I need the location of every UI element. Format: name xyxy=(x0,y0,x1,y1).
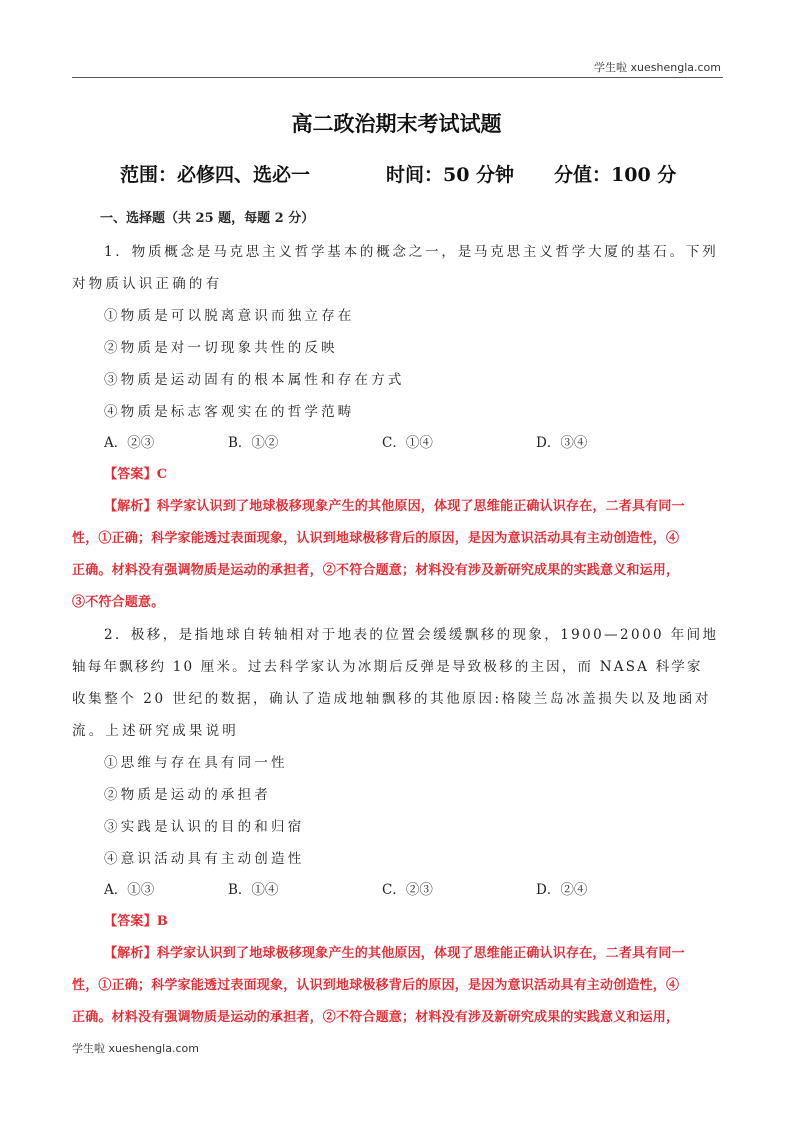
q1-options xyxy=(0,431,793,451)
exam-scope: 范围：必修四、选必一 xyxy=(120,164,311,186)
q1-item-3: ③物质是运动固有的根本属性和存在方式 xyxy=(104,372,405,388)
exam-score: 分值：100 分 xyxy=(554,164,677,186)
exam-time: 时间：50 分钟 xyxy=(386,164,515,186)
q2-option-c: C．②③ xyxy=(382,882,433,898)
footer-brand: 学生啦 xueshengla.com xyxy=(72,1042,199,1055)
header-divider xyxy=(72,77,723,78)
q1-option-c: C．①④ xyxy=(382,435,433,451)
q1-answer: 【答案】C xyxy=(104,467,168,482)
page-title: 高二政治期末考试试题 xyxy=(291,111,502,136)
q1-option-a: A．②③ xyxy=(104,435,155,451)
q2-item-1: ①思维与存在具有同一性 xyxy=(104,755,288,771)
q1-analysis-line-2: 性，①正确；科学家能透过表面现象，认识到地球极移背后的原因，是因为意识活动具有主动创造性，④ xyxy=(72,531,680,546)
q2-option-a: A．①③ xyxy=(104,882,155,898)
q2-analysis-line-3: 正确。材料没有强调物质是运动的承担者，②不符合题意；材料没有涉及新研究成果的实践意义和运用， xyxy=(72,1010,680,1025)
q1-analysis-line-1: 【解析】科学家认识到了地球极移现象产生的其他原因，体现了思维能正确认识存在，二者具有同一 xyxy=(104,499,685,514)
q1-option-d: D．③④ xyxy=(536,435,588,451)
q1-item-1: ①物质是可以脱离意识而独立存在 xyxy=(104,308,355,324)
q1-stem-line-2: 对物质认识正确的有 xyxy=(72,276,223,292)
q1-option-b: B．①② xyxy=(228,435,279,451)
header-brand: 学生啦 xueshengla.com xyxy=(594,61,721,74)
q2-analysis-line-2: 性，①正确；科学家能透过表面现象，认识到地球极移背后的原因，是因为意识活动具有主动创造性，④ xyxy=(72,978,680,993)
q2-stem-line-2: 轴每年飘移约 10 厘米。过去科学家认为冰期后反弹是导致极移的主因，而 NASA 科学家 xyxy=(72,659,703,675)
section-heading: 一、选择题（共 25 题，每题 2 分） xyxy=(100,211,315,226)
q2-stem-line-3: 收集整个 20 世纪的数据，确认了造成地轴飘移的其他原因:格陵兰岛冰盖损失以及地函对 xyxy=(72,691,712,707)
q2-item-2: ②物质是运动的承担者 xyxy=(104,787,271,803)
q2-item-4: ④意识活动具有主动创造性 xyxy=(104,851,305,867)
q1-item-4: ④物质是标志客观实在的哲学范畴 xyxy=(104,404,355,420)
q2-option-b: B．①④ xyxy=(228,882,279,898)
q1-analysis-line-3: 正确。材料没有强调物质是运动的承担者，②不符合题意；材料没有涉及新研究成果的实践意义和运用， xyxy=(72,563,680,578)
q2-answer: 【答案】B xyxy=(104,914,168,929)
q2-analysis-line-1: 【解析】科学家认识到了地球极移现象产生的其他原因，体现了思维能正确认识存在，二者具有同一 xyxy=(104,946,685,961)
q2-stem-line-4: 流。上述研究成果说明 xyxy=(72,723,239,739)
q1-analysis-line-4: ③不符合题意。 xyxy=(72,595,165,610)
q2-option-d: D．②④ xyxy=(536,882,588,898)
q1-stem-line-1: 1．物质概念是马克思主义哲学基本的概念之一，是马克思主义哲学大厦的基石。下列 xyxy=(104,244,719,260)
q2-stem-line-1: 2．极移，是指地球自转轴相对于地表的位置会缓缓飘移的现象，1900—2000 年间地 xyxy=(104,627,719,643)
q2-options xyxy=(0,878,793,898)
q2-item-3: ③实践是认识的目的和归宿 xyxy=(104,819,305,835)
q1-item-2: ②物质是对一切现象共性的反映 xyxy=(104,340,338,356)
